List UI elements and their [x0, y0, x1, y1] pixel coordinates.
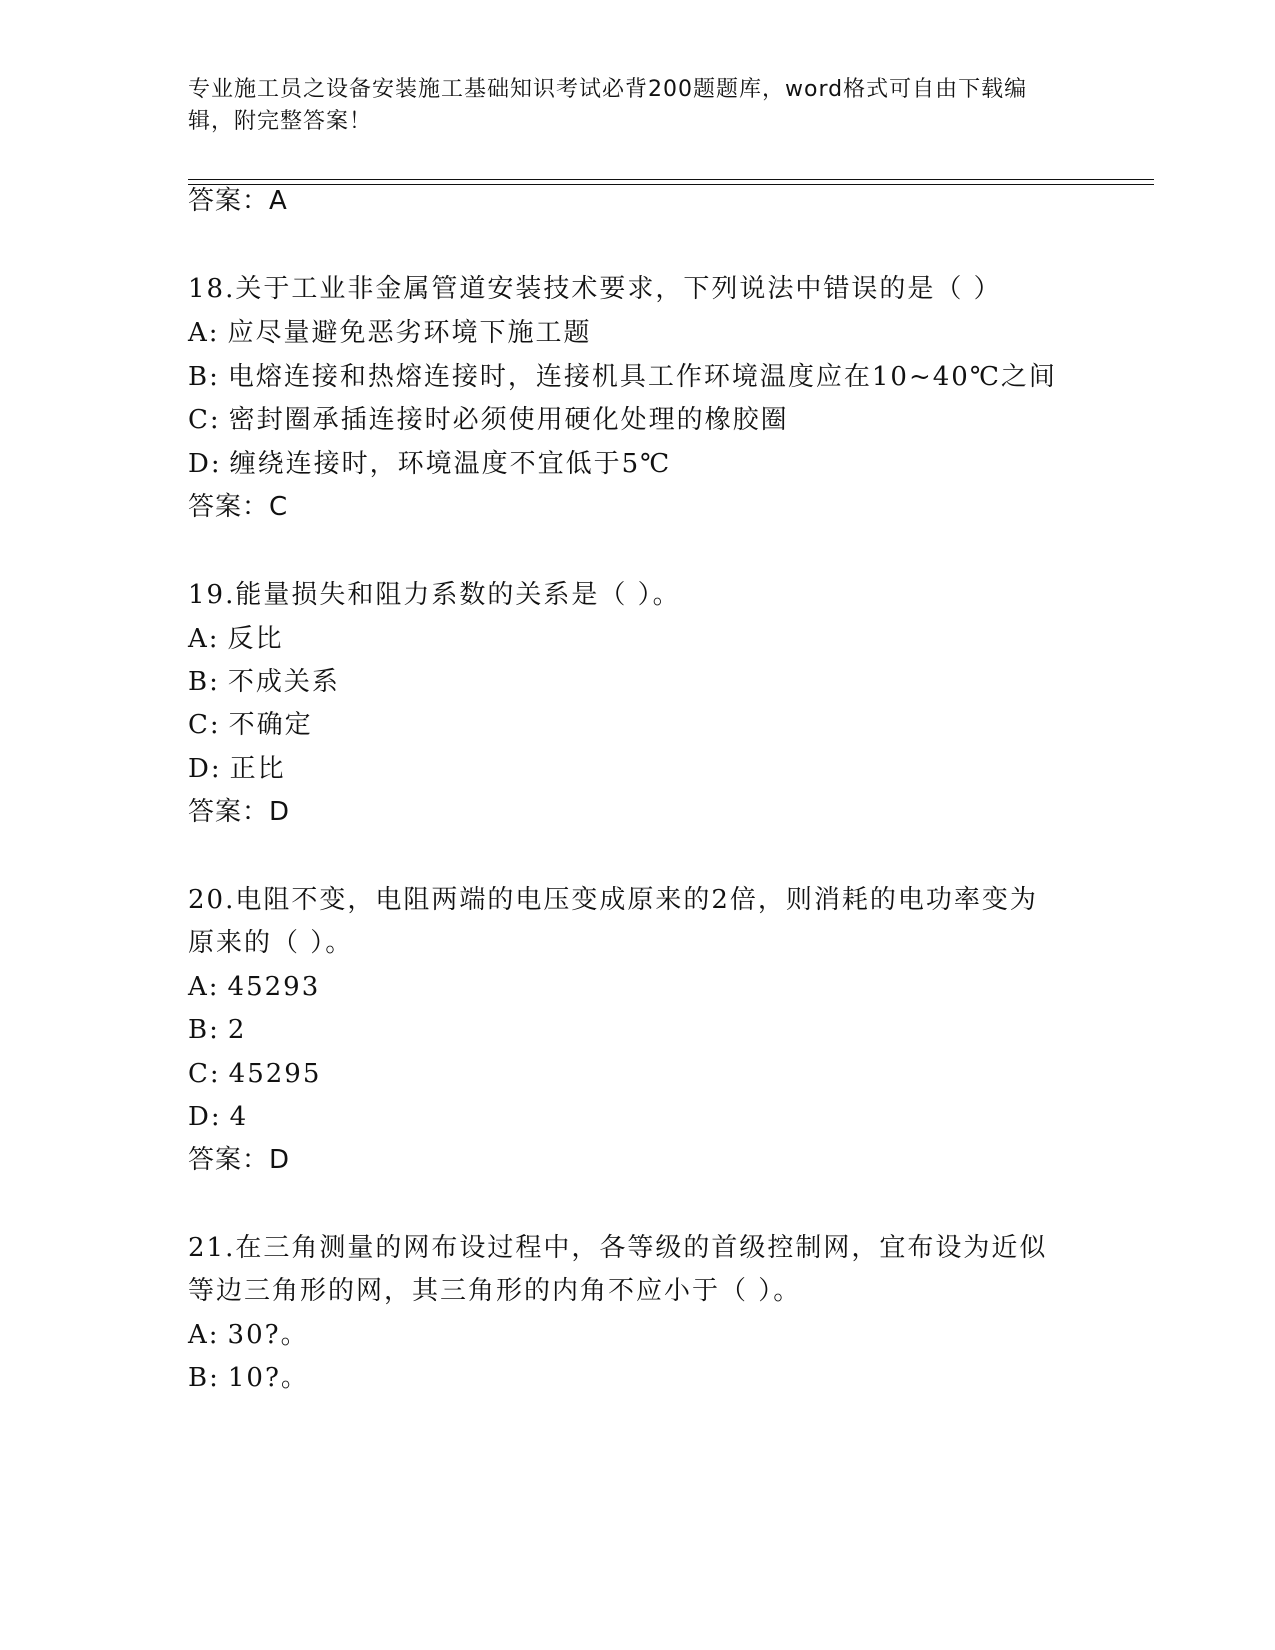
- answer-previous: 答案：A: [188, 186, 288, 216]
- option-text: 10?。: [227, 1363, 309, 1393]
- option-text: 不成关系: [227, 667, 340, 697]
- option-key: A:: [188, 624, 220, 654]
- question-text: 关于工业非金属管道安装技术要求，下列说法中错误的是（ ）: [235, 274, 1002, 304]
- option-d: [188, 752, 286, 786]
- question-text: 电阻不变，电阻两端的电压变成原来的2倍，则消耗的电功率变为: [235, 885, 1038, 915]
- question-21: [188, 1231, 1047, 1265]
- question-number: 18.: [188, 274, 236, 304]
- option-d: [188, 447, 671, 481]
- document-header: 专业施工员之设备安装施工基础知识考试必背200题题库，word格式可自由下载编辑，附完整答案！: [188, 77, 1028, 134]
- header-rule: [188, 179, 1154, 180]
- option-key: C:: [188, 405, 221, 435]
- option-d: [188, 1100, 248, 1134]
- option-key: A:: [188, 1320, 220, 1350]
- option-a: [188, 1318, 309, 1352]
- option-c: [188, 1057, 321, 1091]
- option-key: C:: [188, 1059, 221, 1089]
- option-b: [188, 360, 1057, 394]
- option-c: [188, 708, 313, 742]
- option-key: C:: [188, 710, 221, 740]
- option-key: D:: [188, 754, 222, 784]
- option-text: 45295: [228, 1059, 322, 1089]
- option-text: 缠绕连接时，环境温度不宜低于5℃: [229, 449, 672, 479]
- option-c: [188, 403, 789, 437]
- question-21-continued: 等边三角形的网，其三角形的内角不应小于（ ）。: [188, 1276, 802, 1306]
- option-key: B:: [188, 667, 220, 697]
- option-b: [188, 1361, 309, 1395]
- option-text: 正比: [229, 754, 286, 784]
- answer-19: 答案：D: [188, 797, 291, 827]
- option-text: 2: [227, 1015, 247, 1045]
- option-text: 4: [229, 1102, 249, 1132]
- question-20: [188, 883, 1038, 917]
- option-text: 电熔连接和热熔连接时，连接机具工作环境温度应在10~40℃之间: [227, 362, 1057, 392]
- option-text: 45293: [227, 972, 321, 1002]
- question-19: [188, 578, 681, 612]
- option-key: A:: [188, 972, 220, 1002]
- question-20-continued: 原来的（ ）。: [188, 928, 354, 958]
- option-key: B:: [188, 362, 220, 392]
- option-key: D:: [188, 1102, 222, 1132]
- option-key: D:: [188, 449, 222, 479]
- option-a: [188, 316, 592, 350]
- option-key: B:: [188, 1363, 220, 1393]
- option-key: B:: [188, 1015, 220, 1045]
- option-text: 密封圈承插连接时必须使用硬化处理的橡胶圈: [228, 405, 789, 435]
- question-text: 在三角测量的网布设过程中，各等级的首级控制网，宜布设为近似: [235, 1233, 1048, 1263]
- option-b: [188, 1013, 246, 1047]
- option-text: 不确定: [228, 710, 313, 740]
- option-a: [188, 622, 284, 656]
- answer-20: 答案：D: [188, 1145, 291, 1175]
- option-text: 反比: [227, 624, 284, 654]
- option-a: [188, 970, 320, 1004]
- option-key: A:: [188, 318, 220, 348]
- question-text: 能量损失和阻力系数的关系是（ ）。: [235, 580, 681, 610]
- option-b: [188, 665, 340, 699]
- question-18: [188, 272, 1002, 306]
- answer-18: 答案：C: [188, 492, 289, 522]
- header-rule-secondary: [188, 184, 1154, 185]
- option-text: 30?。: [227, 1320, 309, 1350]
- question-number: 21.: [188, 1233, 236, 1263]
- question-number: 19.: [188, 580, 236, 610]
- option-text: 应尽量避免恶劣环境下施工题: [227, 318, 592, 348]
- question-number: 20.: [188, 885, 236, 915]
